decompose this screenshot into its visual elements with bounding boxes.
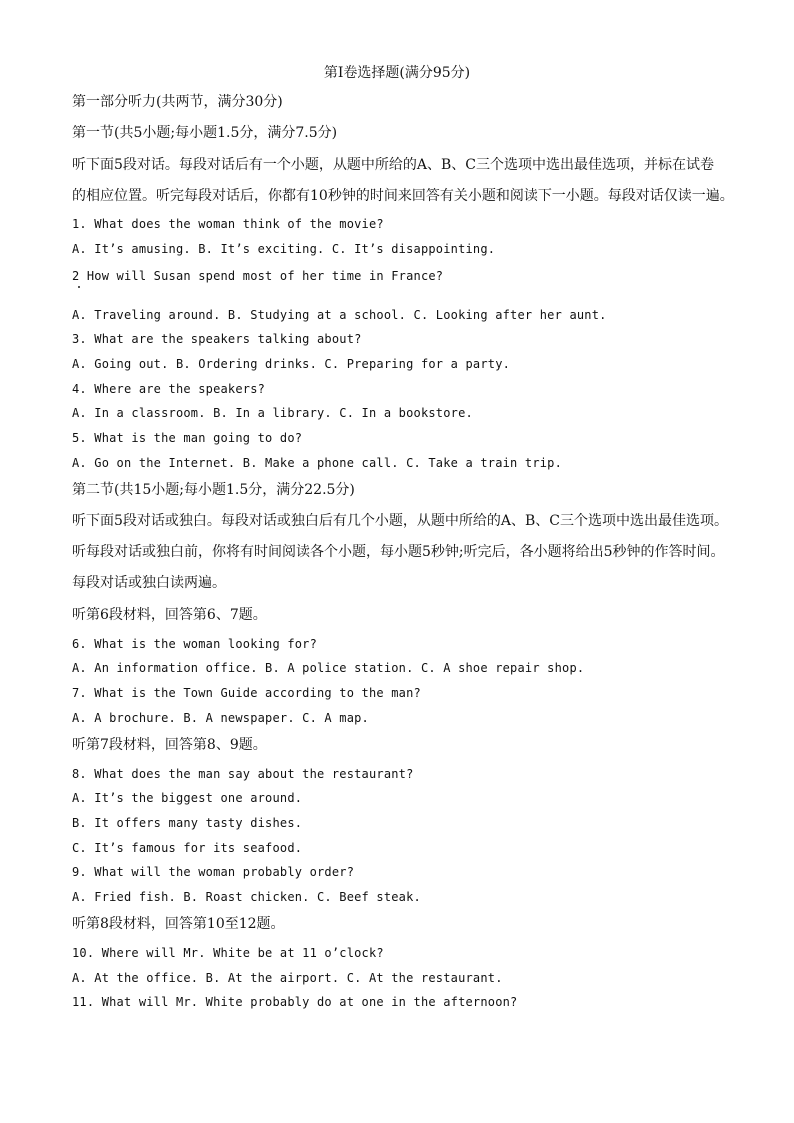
material-6-heading: 听第6段材料，回答第6、7题。 bbox=[72, 607, 267, 623]
question-2: 2 How will Susan spend most of her time in France? bbox=[72, 269, 444, 283]
question-4: 4. Where are the speakers? bbox=[72, 382, 266, 396]
question-9-options: A. Fried fish. B. Roast chicken. C. Beef steak. bbox=[72, 890, 421, 904]
part-heading: 第一部分听力(共两节，满分30分) bbox=[72, 94, 283, 110]
question-3-options: A. Going out. B. Ordering drinks. C. Preparing for a party. bbox=[72, 357, 511, 371]
question-6-options: A. An information office. B. A police station. C. A shoe repair shop. bbox=[72, 661, 585, 675]
paper-title: 第Ⅰ卷选择题(满分95分) bbox=[323, 65, 471, 81]
question-10: 10. Where will Mr. White be at 11 o’clock? bbox=[72, 946, 384, 960]
section1-heading: 第一节(共5小题;每小题1.5分，满分7.5分) bbox=[72, 125, 338, 141]
material-8-heading: 听第8段材料，回答第10至12题。 bbox=[72, 916, 285, 932]
question-2-options: A. Traveling around. B. Studying at a school. C. Looking after her aunt. bbox=[72, 308, 607, 322]
question-1: 1. What does the woman think of the movie? bbox=[72, 217, 384, 231]
question-3: 3. What are the speakers talking about? bbox=[72, 332, 362, 346]
section2-instruction-line2: 听每段对话或独白前，你将有时间阅读各个小题，每小题5秒钟;听完后，各小题将给出5秒钟的作答时间。 bbox=[72, 544, 725, 560]
question-11: 11. What will Mr. White probably do at one in the afternoon? bbox=[72, 995, 518, 1009]
question-8-option-a: A. It’s the biggest one around. bbox=[72, 791, 303, 805]
question-8: 8. What does the man say about the restaurant? bbox=[72, 767, 414, 781]
question-4-options: A. In a classroom. B. In a library. C. In a bookstore. bbox=[72, 406, 473, 420]
section1-instruction-line1: 听下面5段对话。每段对话后有一个小题，从题中所给的A、B、C三个选项中选出最佳选项，并标在试卷 bbox=[72, 157, 715, 173]
question-7-options: A. A brochure. B. A newspaper. C. A map. bbox=[72, 711, 369, 725]
stray-mark bbox=[78, 286, 80, 288]
question-9: 9. What will the woman probably order? bbox=[72, 865, 355, 879]
section2-heading: 第二节(共15小题;每小题1.5分，满分22.5分) bbox=[72, 482, 355, 498]
question-5-options: A. Go on the Internet. B. Make a phone call. C. Take a train trip. bbox=[72, 456, 563, 470]
material-7-heading: 听第7段材料，回答第8、9题。 bbox=[72, 737, 267, 753]
section2-instruction-line3: 每段对话或独白读两遍。 bbox=[72, 575, 226, 591]
question-8-option-c: C. It’s famous for its seafood. bbox=[72, 841, 303, 855]
question-5: 5. What is the man going to do? bbox=[72, 431, 303, 445]
question-6: 6. What is the woman looking for? bbox=[72, 637, 318, 651]
question-1-options: A. It’s amusing. B. It’s exciting. C. It’s disappointing. bbox=[72, 242, 496, 256]
question-10-options: A. At the office. B. At the airport. C. At the restaurant. bbox=[72, 971, 503, 985]
section1-instruction-line2: 的相应位置。听完每段对话后，你都有10秒钟的时间来回答有关小题和阅读下一小题。每段对话仅读一遍。 bbox=[72, 188, 734, 204]
question-7: 7. What is the Town Guide according to the man? bbox=[72, 686, 421, 700]
question-8-option-b: B. It offers many tasty dishes. bbox=[72, 816, 303, 830]
section2-instruction-line1: 听下面5段对话或独白。每段对话或独白后有几个小题，从题中所给的A、B、C三个选项中选出最佳选项。 bbox=[72, 513, 729, 529]
